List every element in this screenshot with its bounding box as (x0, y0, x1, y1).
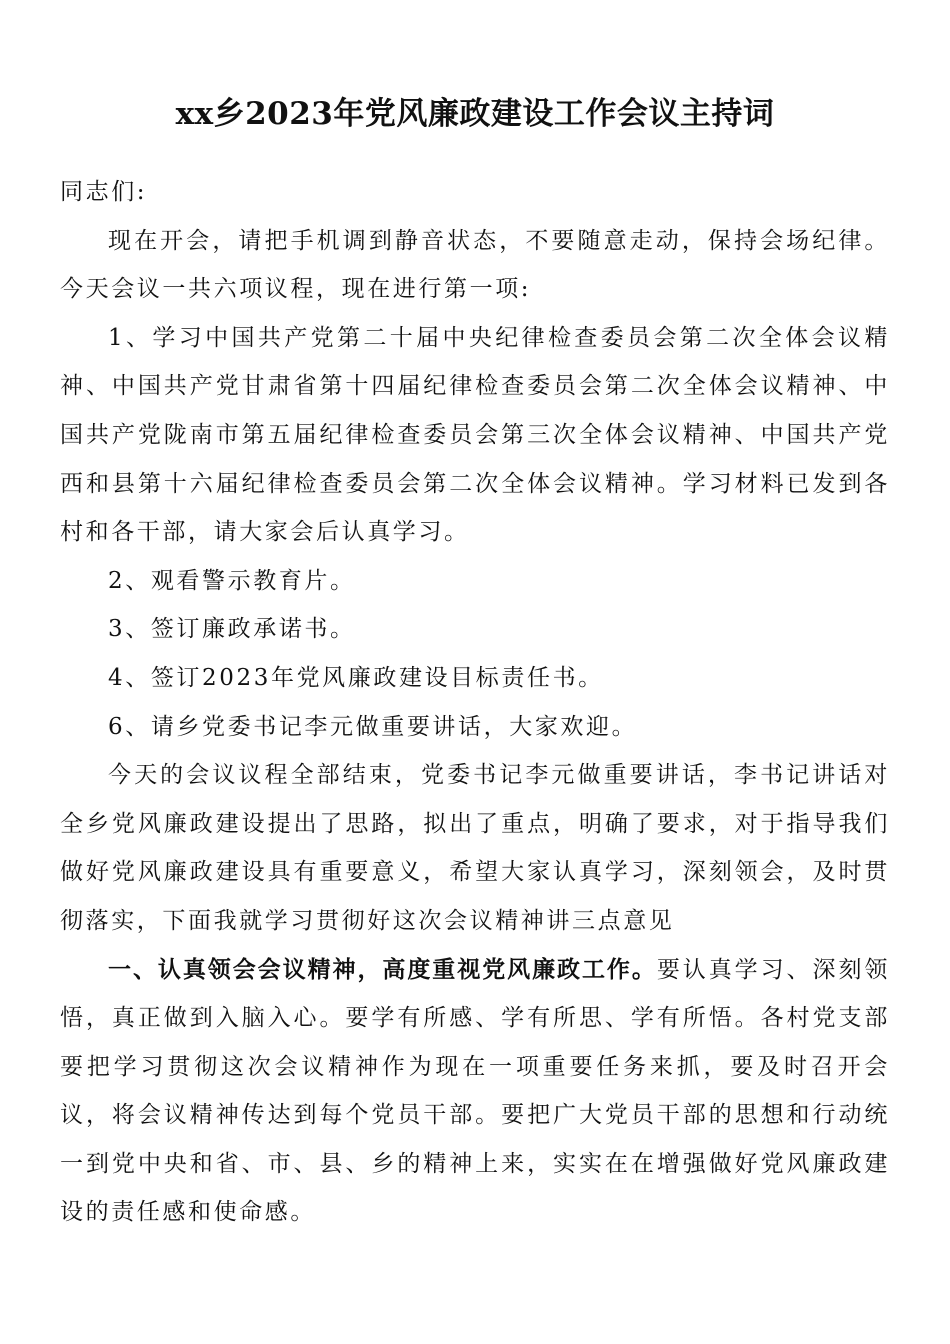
agenda-item-4: 4、签订2023年党风廉政建设目标责任书。 (108, 664, 604, 691)
document-title: xx乡2023年党风廉政建设工作会议主持词 (175, 96, 775, 132)
document-body (60, 168, 890, 1237)
salutation: 同志们: (60, 179, 148, 205)
section-1-body: 要认真学习、深刻领悟，真正做到入脑入心。要学有所感、学有所思、学有所悟。各村党支部要把学习贯彻这次会议精神作为现在一项重要任务来抓，要及时召开会议，将会议精神传达到每个党员干部。要把广大党员干部的思想和行动统一到党中央和省、市、县、乡的精神上来，实实在在增强做好党风廉政建设的责任感和使命感。 (60, 956, 890, 1226)
agenda-item-2: 2、观看警示教育片。 (108, 567, 356, 594)
section-1-paragraph (60, 946, 890, 1238)
agenda-item-1: 1、学习中国共产党第二十届中央纪律检查委员会第二次全体会议精神、中国共产党甘肃省第十四届纪律检查委员会第二次全体会议精神、中国共产党陇南市第五届纪律检查委员会第三次全体会议精神、中国共产党西和县第十六届纪律检查委员会第二次全体会议精神。学习材料已发到各村和各干部，请大家会后认真学习。 (60, 324, 890, 546)
closing-paragraph: 今天的会议议程全部结束，党委书记李元做重要讲话，李书记讲话对全乡党风廉政建设提出了思路，拟出了重点，明确了要求，对于指导我们做好党风廉政建设具有重要意义，希望大家认真学习，深刻领会，及时贯彻落实，下面我就学习贯彻好这次会议精神讲三点意见 (60, 762, 890, 934)
agenda-item-6: 6、请乡党委书记李元做重要讲话，大家欢迎。 (108, 713, 638, 740)
section-1-heading: 一、认真领会会议精神，高度重视党风廉政工作。 (108, 956, 657, 983)
opening-paragraph: 现在开会，请把手机调到静音状态，不要随意走动，保持会场纪律。今天会议一共六项议程，现在进行第一项: (60, 227, 890, 303)
agenda-item-3: 3、签订廉政承诺书。 (108, 616, 356, 643)
